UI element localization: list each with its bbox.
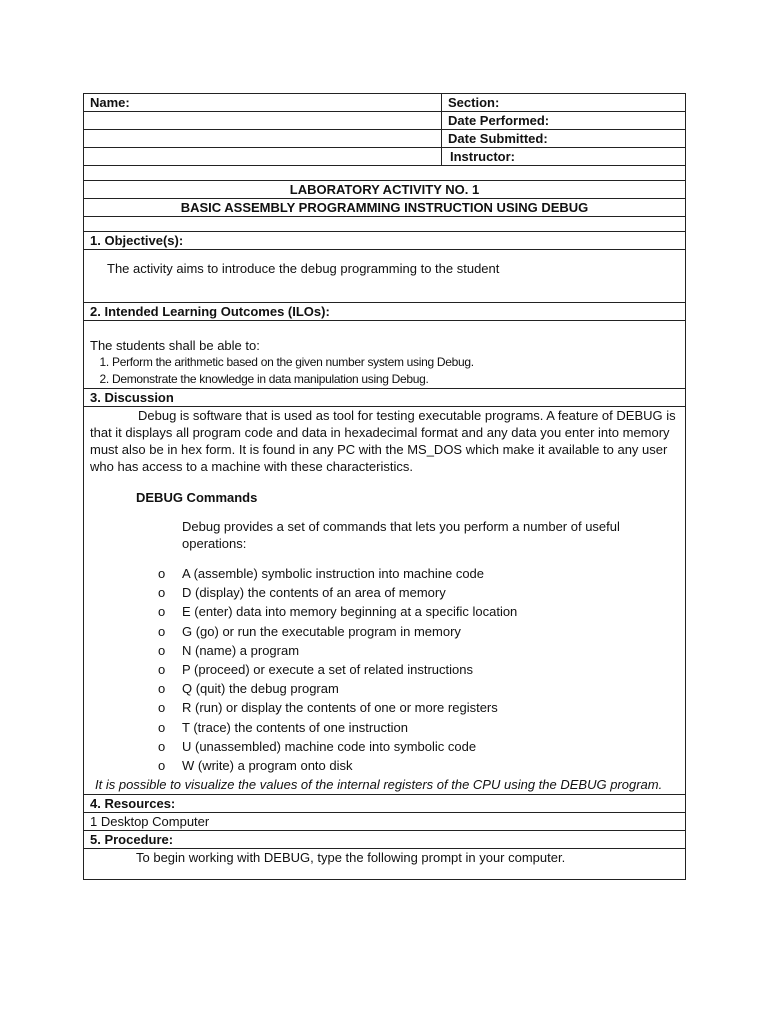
blank-field — [84, 130, 442, 148]
commands-intro: Debug provides a set of commands that lets you perform a number of useful operations: — [182, 519, 620, 551]
ilos-body — [84, 321, 686, 389]
command-item: o G (go) or run the executable program in memory — [158, 622, 679, 641]
ilos-heading: 2. Intended Learning Outcomes (ILOs): — [84, 303, 686, 321]
procedure-body — [84, 849, 686, 880]
ilo-item: 2. Demonstrate the knowledge in data manipulation using Debug. — [112, 371, 679, 388]
command-item: o Q (quit) the debug program — [158, 679, 679, 698]
lab-form-table — [83, 93, 686, 880]
bullet-icon: o — [158, 758, 166, 774]
command-item: o A (assemble) symbolic instruction into machine code — [158, 564, 679, 583]
bullet-icon: o — [158, 719, 166, 735]
bullet-icon: o — [158, 738, 166, 754]
ilos-list — [90, 354, 679, 388]
date-submitted-label: Date Submitted: — [442, 130, 686, 148]
command-item: o D (display) the contents of an area of memory — [158, 583, 679, 602]
bullet-icon: o — [158, 642, 166, 658]
discussion-paragraph: Debug is software that is used as tool for testing executable programs. A feature of DEBUG is that it displays all program code and data in hexadecimal format and any data you enter into memory must also be in hex form. It is found in any PC with the MS_DOS which make it available to any user who has access to a machine with these characteristics. — [90, 408, 676, 474]
discussion-body — [84, 407, 686, 795]
command-item: o N (name) a program — [158, 641, 679, 660]
name-label: Name: — [84, 94, 442, 112]
bullet-icon: o — [158, 566, 166, 581]
instructor-label: Instructor: — [442, 148, 686, 166]
activity-number: LABORATORY ACTIVITY NO. 1 — [84, 181, 686, 199]
date-performed-label: Date Performed: — [442, 112, 686, 130]
objectives-text: The activity aims to introduce the debug programming to the student — [107, 261, 500, 276]
commands-heading: DEBUG Commands — [136, 490, 258, 505]
objectives-heading: 1. Objective(s): — [84, 232, 686, 250]
command-item: o E (enter) data into memory beginning at a specific location — [158, 602, 679, 621]
command-item: o P (proceed) or execute a set of related instructions — [158, 660, 679, 679]
commands-list — [90, 564, 679, 775]
bullet-icon: o — [158, 681, 166, 697]
blank-field — [84, 148, 442, 166]
lab-activity-sheet — [83, 93, 685, 880]
name-field — [84, 112, 442, 130]
resources-item: 1 Desktop Computer — [84, 813, 686, 831]
objectives-body — [84, 250, 686, 303]
bullet-icon: o — [158, 623, 166, 639]
activity-title: BASIC ASSEMBLY PROGRAMMING INSTRUCTION USING DEBUG — [84, 199, 686, 217]
procedure-heading: 5. Procedure: — [84, 831, 686, 849]
bullet-icon: o — [158, 662, 166, 678]
discussion-heading: 3. Discussion — [84, 389, 686, 407]
command-item: o W (write) a program onto disk — [158, 756, 679, 775]
discussion-note: It is possible to visualize the values of the internal registers of the CPU using the DEBUG program. — [95, 777, 663, 793]
section-label: Section: — [442, 94, 686, 112]
command-item: o R (run) or display the contents of one or more registers — [158, 698, 679, 717]
ilos-intro: The students shall be able to: — [90, 338, 260, 353]
bullet-icon: o — [158, 585, 166, 601]
spacer-row — [84, 217, 686, 232]
bullet-icon: o — [158, 700, 166, 716]
command-item: o U (unassembled) machine code into symbolic code — [158, 737, 679, 756]
resources-heading: 4. Resources: — [84, 795, 686, 813]
spacer-row — [84, 166, 686, 181]
ilo-item: 1. Perform the arithmetic based on the given number system using Debug. — [112, 354, 679, 371]
procedure-text: To begin working with DEBUG, type the following prompt in your computer. — [136, 850, 566, 866]
bullet-icon: o — [158, 604, 166, 620]
command-item: o T (trace) the contents of one instruction — [158, 718, 679, 737]
